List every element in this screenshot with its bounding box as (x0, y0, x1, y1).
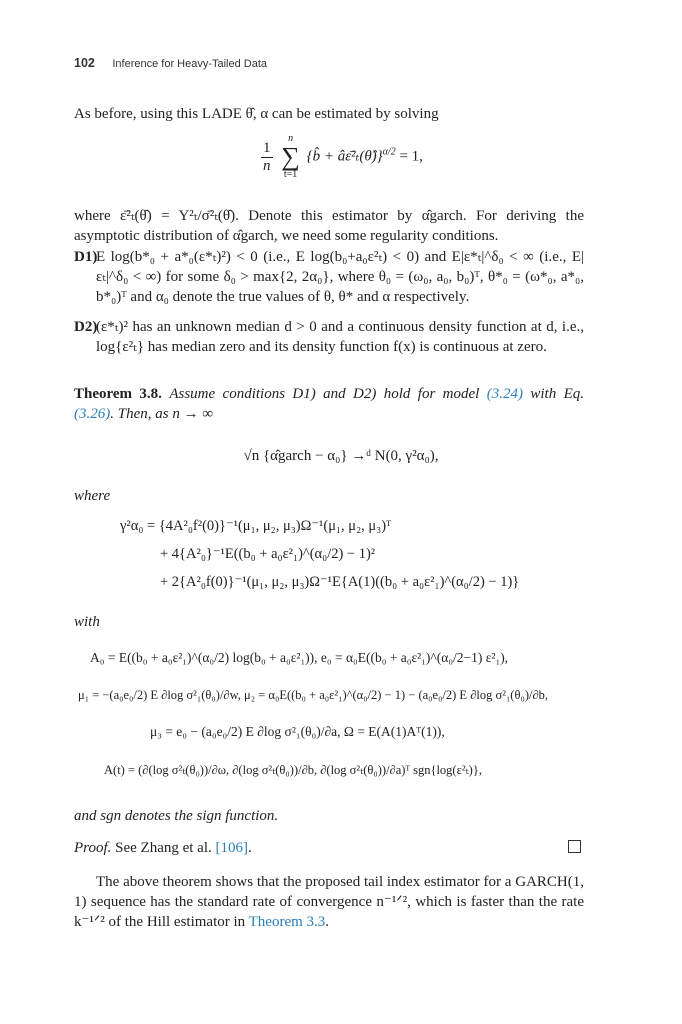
with-label: with (74, 614, 100, 630)
equation-body: {b̂ + âε̄²ₜ(θ̂)} (306, 148, 383, 165)
qed-square-icon (568, 840, 581, 853)
where-label: where (74, 488, 111, 504)
closing-paragraph: The above theorem shows that the proposed tail index estimator for a GARCH(1, 1) sequence has the standard rate of convergence n⁻¹ᐟ², which is faster than the rate k⁻¹ᐟ² of the Hill estimator in Theorem 3.3. (74, 874, 584, 930)
equation-asymptotic: √n {α̂garch − α₀} →ᵈ N(0, γ²α₀), (243, 448, 439, 464)
running-header (74, 56, 267, 70)
proof-label: Proof. (74, 840, 112, 856)
intro-sentence: As before, using this LADE θ̂, α can be estimated by solving (74, 106, 439, 122)
condition-label: D1) (74, 249, 98, 265)
ref-link[interactable]: Theorem 3.3 (248, 914, 326, 930)
sgn-note: and sgn denotes the sign function. (74, 808, 279, 824)
condition-text: (ε*ₜ)² has an unknown median d > 0 and a continuous density function at d, i.e., log{ε²ₜ} has median zero and its density function f(x) is continuous at zero. (96, 319, 584, 355)
equation-power: α/2 (382, 146, 396, 158)
gamma-line-1: γ²α₀ = {4A²₀f²(0)}⁻¹(μ₁, μ₂, μ₃)Ω⁻¹(μ₁, μ₂, μ₃)ᵀ (120, 518, 392, 534)
condition-label: D2) (74, 319, 98, 335)
condition-d1 (74, 247, 584, 307)
where-paragraph: where ε̄²ₜ(θ̂) = Y²ₜ/σ̄²ₜ(θ̂). Denote this estimator by α̂garch. For deriving the asymptotic distribution of α̂garch, we need some regularity conditions. (74, 208, 584, 244)
fraction-one-over-n: $\frac{1}{n}$ (263, 139, 271, 174)
page-number: 102 (74, 56, 95, 70)
running-title: Inference for Heavy-Tailed Data (112, 58, 268, 70)
ref-link[interactable]: (3.24) (486, 386, 523, 402)
condition-text: E log(b*₀ + a*₀(ε*ₜ)²) < 0 (i.e., E log(b₀+a₀ε²ₜ) < 0) and E|ε*ₜ|^δ₀ < ∞ (i.e., E|εₜ|^δ₀ < ∞) for some δ₀ > max{2, 2α₀}, where θ₀ = (ω₀, a₀, b₀)ᵀ, θ*₀ = (ω*₀, a*₀, b*₀)ᵀ and α₀ denote the true values of θ, θ* and α respectively. (96, 249, 584, 305)
gamma-line-3: + 2{A²₀f(0)}⁻¹(μ₁, μ₂, μ₃)Ω⁻¹E{A(1)((b₀ + a₀ε²₁)^(α₀/2) − 1)} (160, 574, 520, 590)
condition-d2 (74, 317, 584, 357)
equation-rhs: = 1, (399, 148, 423, 165)
summation-sign: n ∑ t=1 (281, 133, 300, 180)
citation-link[interactable]: [106] (215, 840, 249, 856)
theorem-statement: Theorem 3.8. Assume conditions D1) and D2) hold for model (3.24) with Eq. (3.26). Then, as n → ∞ (74, 386, 585, 422)
proof-line: Proof. See Zhang et al. [106]. (74, 840, 252, 856)
definition-line-2: μ₁ = −(a₀e₀/2) E ∂log σ²₁(θ₀)/∂w, μ₂ = α₀E((b₀ + a₀ε²₁)^(α₀/2) − 1) − (a₀e₀/2) E ∂log σ²₁(θ₀)/∂b, (78, 688, 549, 702)
ref-link[interactable]: (3.26) (74, 406, 111, 422)
gamma-line-2: + 4{A²₀}⁻¹E((b₀ + a₀ε²₁)^(α₀/2) − 1)² (160, 546, 376, 562)
definition-line-3: μ₃ = e₀ − (a₀e₀/2) E ∂log σ²₁(θ₀)/∂a, Ω = E(A(1)Aᵀ(1)), (150, 724, 445, 739)
equation-estimator (0, 134, 682, 180)
definition-line-4: A(t) = (∂(log σ²ₜ(θ₀))/∂ω, ∂(log σ²ₜ(θ₀))/∂b, ∂(log σ²ₜ(θ₀))/∂a)ᵀ sgn{log(ε²ₜ)}, (104, 763, 482, 777)
theorem-label: Theorem 3.8. (74, 386, 162, 402)
definition-line-1: A₀ = E((b₀ + a₀ε²₁)^(α₀/2) log(b₀ + a₀ε²₁)), e₀ = α₀E((b₀ + a₀ε²₁)^(α₀/2−1) ε²₁), (90, 650, 509, 665)
